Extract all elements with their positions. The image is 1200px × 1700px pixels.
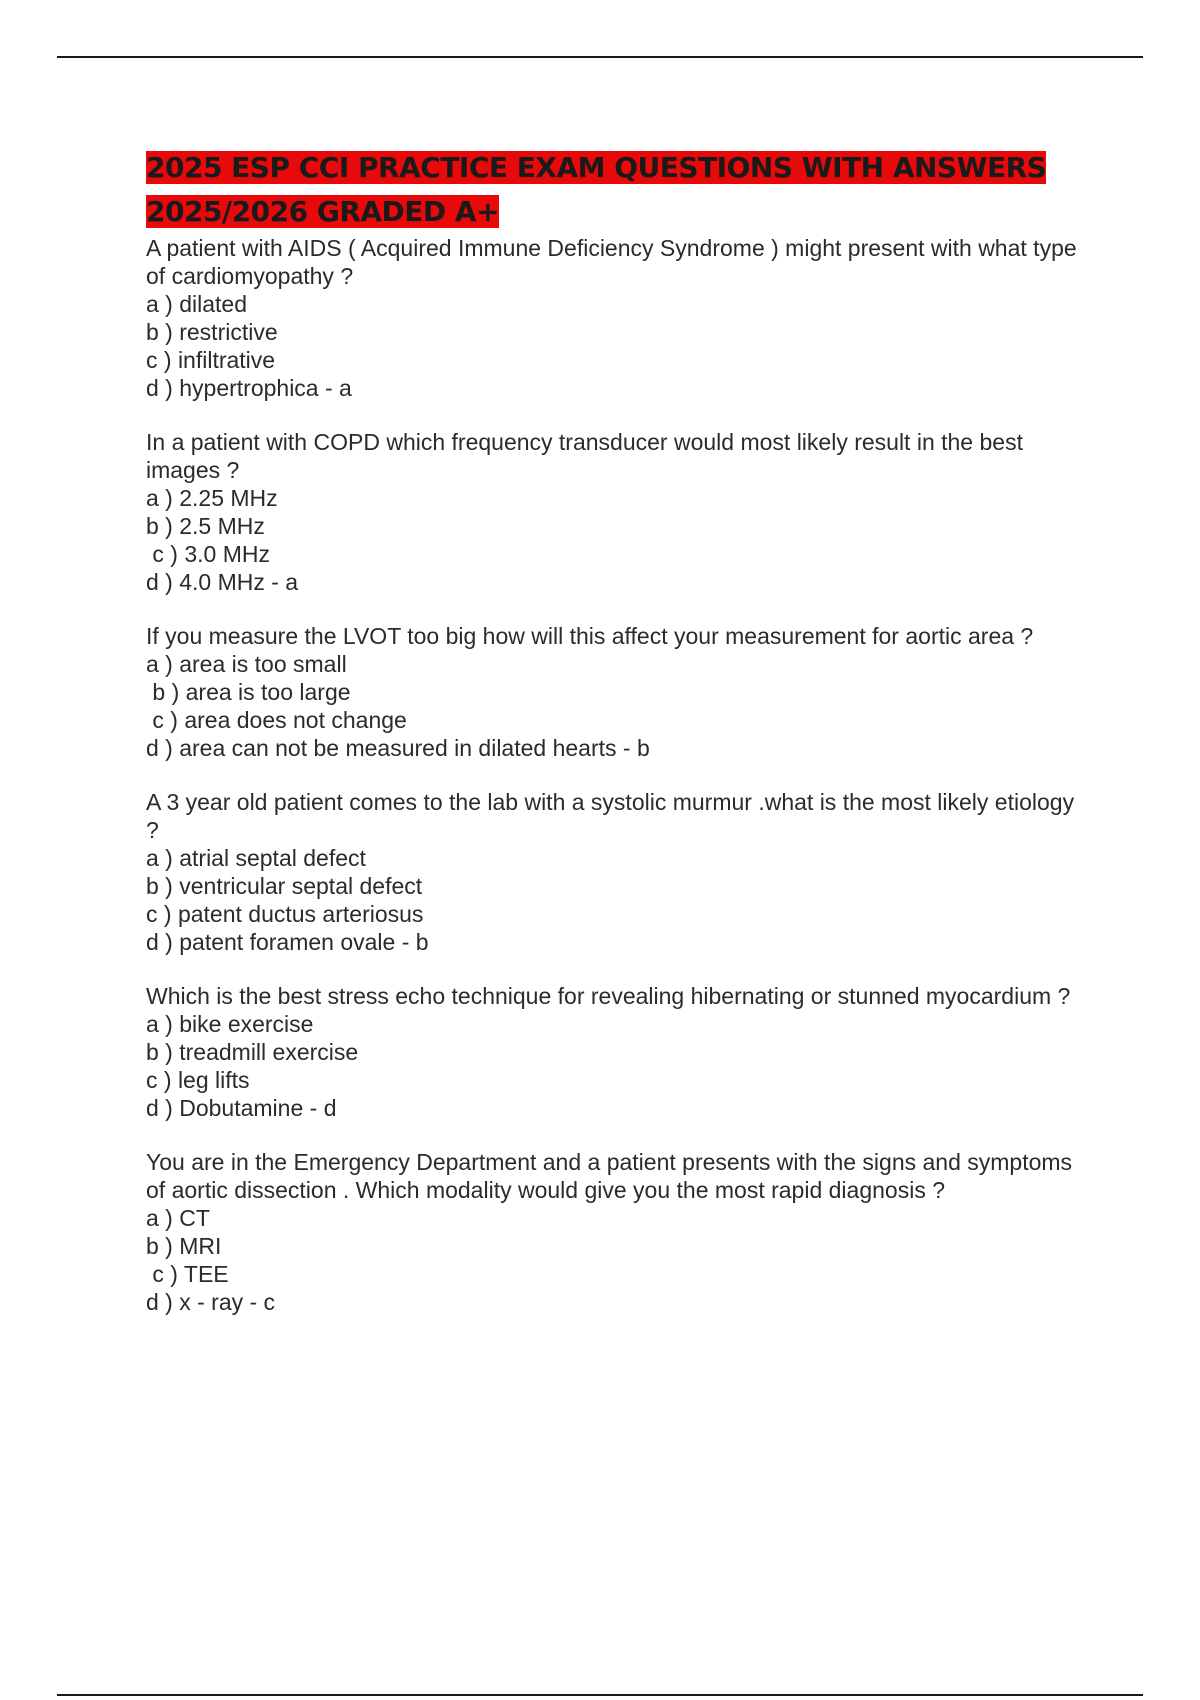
document-title-text: 2025 ESP CCI PRACTICE EXAM QUESTIONS WITH ANSWERS 2025/2026 GRADED A+ [146,151,1047,228]
answer-option: c ) area does not change [146,707,407,733]
question-text: A patient with AIDS ( Acquired Immune Deficiency Syndrome ) might present with what type of cardiomyopathy ? [146,235,1077,289]
answer-option: d ) patent foramen ovale - b [146,929,429,955]
answer-option: a ) area is too small [146,651,347,677]
answer-options [146,290,1086,402]
answer-option: c ) infiltrative [146,347,276,373]
answer-options [146,1204,1086,1316]
question-block-1 [146,234,1086,402]
bottom-rule [57,1694,1143,1696]
answer-option: d ) x - ray - c [146,1289,276,1315]
answer-option: a ) 2.25 MHz [146,485,278,511]
question-block-4 [146,788,1086,956]
document-title [146,146,1086,234]
answer-option: d ) area can not be measured in dilated hearts - b [146,735,650,761]
answer-option: b ) area is too large [146,679,351,705]
answer-option: c ) TEE [146,1261,229,1287]
answer-option: d ) Dobutamine - d [146,1095,337,1121]
question-text: Which is the best stress echo technique for revealing hibernating or stunned myocardium ? [146,983,1071,1009]
answer-option: b ) treadmill exercise [146,1039,359,1065]
answer-option: b ) restrictive [146,319,278,345]
question-block-3 [146,622,1086,762]
answer-options [146,844,1086,956]
answer-option: b ) MRI [146,1233,222,1259]
question-text: If you measure the LVOT too big how will this affect your measurement for aortic area ? [146,623,1034,649]
answer-options [146,484,1086,596]
question-text: In a patient with COPD which frequency transducer would most likely result in the best images ? [146,429,1023,483]
answer-option: a ) dilated [146,291,248,317]
answer-option: b ) ventricular septal defect [146,873,423,899]
question-block-5 [146,982,1086,1122]
top-rule [57,56,1143,58]
answer-option: a ) atrial septal defect [146,845,366,871]
answer-option: c ) leg lifts [146,1067,250,1093]
question-block-2 [146,428,1086,596]
answer-option: d ) hypertrophica - a [146,375,352,401]
answer-option: b ) 2.5 MHz [146,513,265,539]
question-text: You are in the Emergency Department and a patient presents with the signs and symptoms of aortic dissection . Which modality would give you the most rapid diagnosis ? [146,1149,1073,1203]
answer-option: a ) CT [146,1205,210,1231]
answer-option: d ) 4.0 MHz - a [146,569,299,595]
answer-options [146,1010,1086,1122]
question-text: A 3 year old patient comes to the lab with a systolic murmur .what is the most likely etiology ? [146,789,1075,843]
question-block-6 [146,1148,1086,1316]
answer-option: c ) 3.0 MHz [146,541,270,567]
answer-option: c ) patent ductus arteriosus [146,901,424,927]
answer-options [146,650,1086,762]
answer-option: a ) bike exercise [146,1011,314,1037]
document-body [146,146,1086,1342]
